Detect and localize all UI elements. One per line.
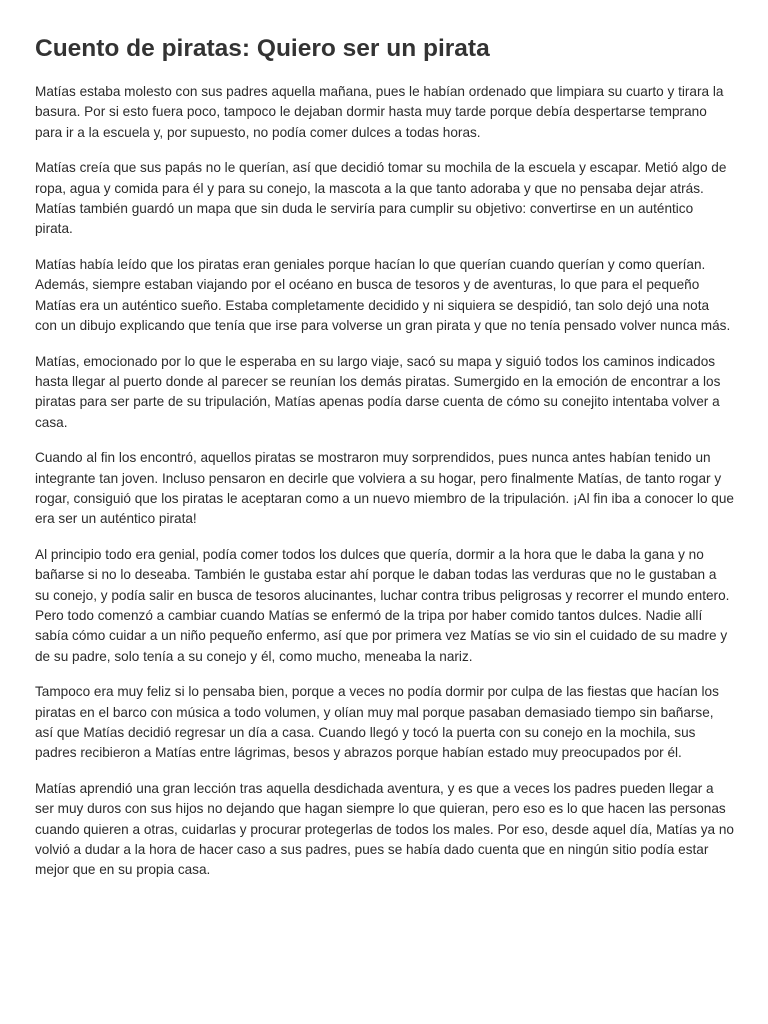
story-paragraph-5: Cuando al fin los encontró, aquellos piratas se mostraron muy sorprendidos, pues nunca antes habían tenido un integrante tan joven. Incluso pensaron en decirle que volviera a su hogar, pero finalmente Matías, de tanto rogar y rogar, consiguió que los piratas le aceptaran como a un nuevo miembro de la tripulación. ¡Al fin iba a conocer lo que era ser un auténtico pirata!: [35, 450, 734, 527]
story-paragraph-7: Tampoco era muy feliz si lo pensaba bien, porque a veces no podía dormir por culpa de las fiestas que hacían los piratas en el barco con música a todo volumen, y olían muy mal porque pasaban demasiado tiempo sin bañarse, así que Matías decidió regresar un día a casa. Cuando llegó y tocó la puerta con su conejo en la mochila, sus padres recibieron a Matías entre lágrimas, besos y abrazos porque habían estado muy preocupados por él.: [35, 684, 719, 761]
story-body: [35, 82, 734, 881]
story-paragraph-6: Al principio todo era genial, podía comer todos los dulces que quería, dormir a la hora que le daba la gana y no bañarse si no lo deseaba. También le gustaba estar ahí porque le daban todas las verduras que no le gustaban a su conejo, y podía salir en busca de tesoros alucinantes, luchar contra tribus peligrosas y recorrer el mundo entero. Pero todo comenzó a cambiar cuando Matías se enfermó de la tripa por haber comido tantos dulces. Nadie allí sabía cómo cuidar a un niño pequeño enfermo, así que por primera vez Matías se vio sin el cuidado de su madre y de su padre, solo tenía a su conejo y él, como mucho, meneaba la nariz.: [35, 547, 730, 664]
story-paragraph-1: Matías estaba molesto con sus padres aquella mañana, pues le habían ordenado que limpiara su cuarto y tirara la basura. Por si esto fuera poco, tampoco le dejaban dormir hasta muy tarde porque debía despertarse temprano para ir a la escuela y, por supuesto, no podía comer dulces a todas horas.: [35, 84, 724, 140]
story-paragraph-4: Matías, emocionado por lo que le esperaba en su largo viaje, sacó su mapa y siguió todos los caminos indicados hasta llegar al puerto donde al parecer se reunían los demás piratas. Sumergido en la emoción de encontrar a los piratas para ser parte de su tripulación, Matías apenas podía darse cuenta de cómo su conejito intentaba volver a casa.: [35, 353, 721, 430]
story-paragraph-2: Matías creía que sus papás no le querían, así que decidió tomar su mochila de la escuela y escapar. Metió algo de ropa, agua y comida para él y para su conejo, la mascota a la que tanto adoraba y que no pensaba dejar atrás. Matías también guardó un mapa que sin duda le serviría para cumplir su objetivo: convertirse en un auténtico pirata.: [35, 160, 727, 237]
story-paragraph-8: Matías aprendió una gran lección tras aquella desdichada aventura, y es que a veces los padres pueden llegar a ser muy duros con sus hijos no dejando que hagan siempre lo que quieran, pero eso es lo que hacen las personas cuando quieren a otras, cuidarlas y procurar protegerlas de todos los males. Por eso, desde aquel día, Matías ya no volvió a dudar a la hora de hacer caso a sus padres, pues se había dado cuenta que en ningún sitio podía estar mejor que en su propia casa.: [35, 781, 734, 878]
story-paragraph-3: Matías había leído que los piratas eran geniales porque hacían lo que querían cuando querían y como querían. Además, siempre estaban viajando por el océano en busca de tesoros y de aventuras, lo que para el pequeño Matías era un auténtico sueño. Estaba completamente decidido y ni siquiera se despidió, tan solo dejó una nota con un dibujo explicando que tenía que irse para volverse un gran pirata y que no tenía pensado volver nunca más.: [35, 257, 731, 333]
page-title: Cuento de piratas: Quiero ser un pirata: [35, 35, 490, 62]
